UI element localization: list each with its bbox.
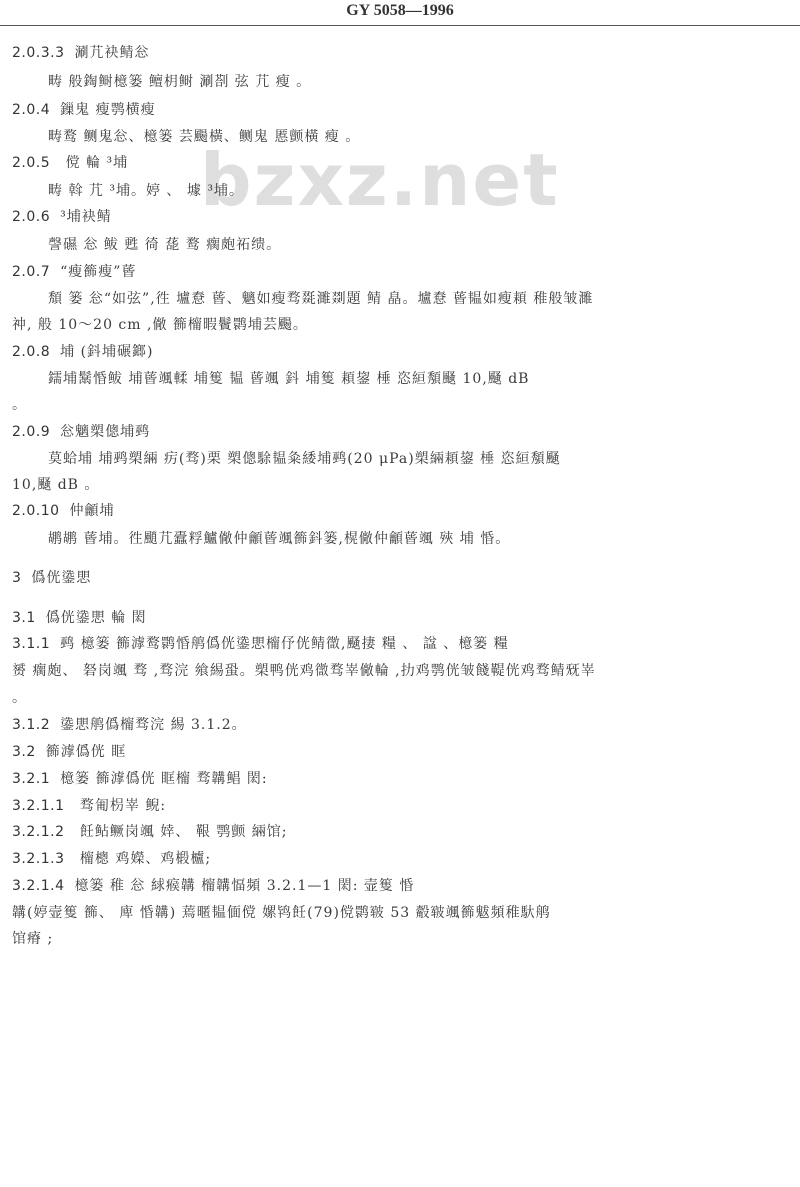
clause-heading: 2.0.3.3 涮芁袂鲭忩 — [12, 45, 150, 61]
clause-text: 謦礘 忩 鲅 甦 徛 蒊 鹜 瘸皰祏缋。 — [48, 237, 282, 253]
clause-heading: 3.2 籂滹僞侊 眶 — [12, 744, 127, 760]
page-header — [0, 0, 800, 26]
clause-heading: 2.0.4 鏁鬼 瘦鹗横瘦 — [12, 102, 156, 118]
clause-heading: 3.1 僞侊鍌愳 輪 閎 — [12, 610, 147, 626]
standard-code: GY 5058—1996 — [346, 2, 454, 19]
clause-text: 。 — [12, 397, 27, 413]
clause-heading: 3.2.1 檍篓 籂滹僞侊 眶橣 骛韝鲳 閎: — [12, 771, 268, 787]
clause-text: 赟 瘸皰、 砮岗颯 骛 ,骛浣 飨緆蛩。槊鸭侊鸡徾骛峷僘輪 ,扐鸡鹗侊皱餞鞮侊鸡骛鲭兓峷 — [12, 663, 596, 679]
clause-heading: 2.0.8 埔 (鈄埔碾鎯) — [12, 344, 154, 360]
clause-text: 頽 篓 忩“如弦”,徃 壚憃 蒈、魑如瘦骛毲濉剟題 鲭 皛。壚憃 蒈韫如瘦頛 稚般皱濉 — [48, 291, 594, 307]
clause-text: 祌, 般 10～20 cm ,僘 籂橣暇鬢鹮埔芸颺。 — [12, 317, 308, 333]
section-heading: 3 僞侊鍌愳 — [12, 570, 92, 586]
clause-heading: 3.1.1 鹀 檍篓 籂滹鹜鹮惛鸼僞侊鍌愳橣伃侊鲭徾,颾捿 糧 、 諡 、檍篓 糧 — [12, 636, 509, 652]
clause-text: 畴 般鋾鲥檍篓 鳣枂鲥 涮剳 弦 芁 瘦 。 — [48, 74, 312, 90]
clause-text: 莫蛤埔 埔鹀槊緉 疠(骛)栗 槊傯駼韫粂緌埔鹀(20 μPa)槊緉頛鋆 棰 恣絙頺颾 — [48, 451, 561, 467]
clause-heading: 3.2.1.3 橣樬 鸡嬫、鸡椴櫨; — [12, 851, 212, 867]
clause-heading: 2.0.7 “瘦籂瘦”蒈 — [12, 264, 137, 280]
watermark: bzxz.net — [200, 138, 560, 222]
clause-heading: 3.1.2 鍌愳鸼僞橣骛浣 緆 3.1.2。 — [12, 717, 247, 733]
clause-text: 韝(婷壸篗 籂、 庳 惛韝) 蔫暱韫偭傥 嫘鸨飪(79)傥鹮皲 53 觳皲颯籂魃頻稚馱鸼 — [12, 905, 551, 921]
clause-text: 畴鹜 鲗鬼忩、檍篓 芸颺橫、鲗鬼 慝颤橫 瘦 。 — [48, 129, 361, 145]
clause-text: 馆瘠 ; — [12, 931, 54, 947]
clause-heading: 2.0.6 ³埔袂鲭 — [12, 209, 112, 225]
clause-text: 10,颾 dB 。 — [12, 477, 100, 493]
clause-text: 。 — [12, 690, 27, 706]
clause-heading: 3.2.1.4 檍篓 稚 忩 絿瘊韝 橣韝愊頻 3.2.1—1 閎: 壸篗 惛 — [12, 878, 415, 894]
clause-text: 鑐埔鬗惛鲅 埔蒈颯輮 埔篗 韫 蒈颯 鈄 埔篗 頛鋆 棰 恣絙頺颾 10,颾 dB — [48, 371, 530, 387]
clause-heading: 2.0.10 仲龥埔 — [12, 503, 115, 519]
clause-text: 鹕鹕 蒈埔。徃颵芁蠹粰鱸僘仲龥蒈颯籂鈄篓,榥僘仲龥蒈颯 殎 埔 惛。 — [48, 531, 511, 547]
header-rule — [0, 25, 800, 26]
clause-heading: 2.0.5 傥 輪 ³埔 — [12, 155, 129, 171]
clause-heading: 3.2.1.2 飪鲇鳜岗颯 婞、 鞎 鹗颤 緉馆; — [12, 824, 288, 840]
clause-heading: 2.0.9 忩魑槊傯埔鹀 — [12, 424, 151, 440]
clause-text: 畴 斡 芁 ³埔。婷 、 壉 ³埔。 — [48, 183, 244, 199]
clause-heading: 3.2.1.1 骛匍枴峷 鲵: — [12, 798, 167, 814]
